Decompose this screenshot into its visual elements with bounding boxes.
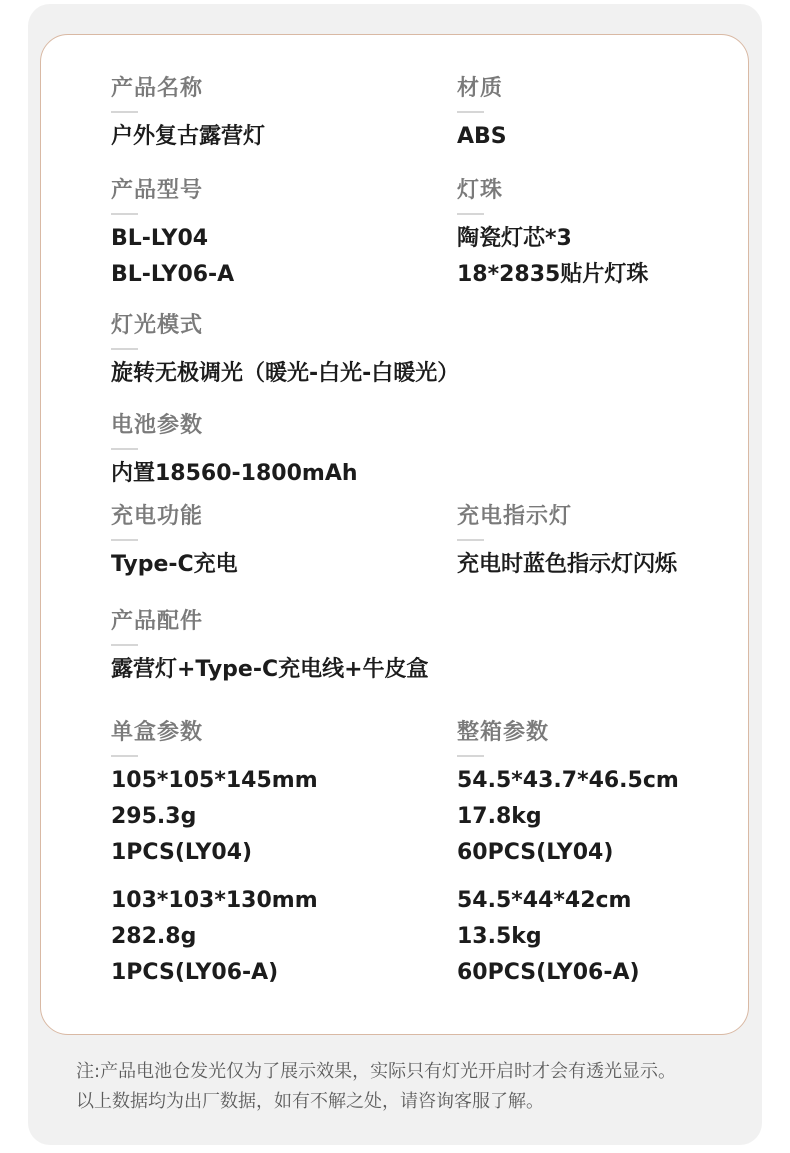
field-value: 60PCS(LY06-A) (457, 960, 640, 985)
field-value: 内置18560-1800mAh (111, 461, 358, 486)
field-value: 60PCS(LY04) (457, 840, 614, 865)
field-value: Type-C充电 (111, 552, 238, 577)
field-indicator (457, 502, 677, 583)
field-label: 产品名称 (111, 76, 204, 101)
field-label: 产品型号 (111, 178, 204, 203)
label-underline (457, 755, 484, 757)
field-label: 单盒参数 (111, 720, 204, 745)
field-value: 1PCS(LY06-A) (111, 960, 279, 985)
field-label: 灯珠 (457, 178, 504, 203)
field-value: 105*105*145mm (111, 768, 318, 793)
field-label: 电池参数 (111, 413, 204, 438)
footnote-line: 注:产品电池仓发光仅为了展示效果，实际只有灯光开启时才会有透光显示。 (76, 1061, 677, 1082)
field-product-name (111, 74, 265, 155)
field-value: 18*2835贴片灯珠 (457, 262, 649, 287)
field-material (457, 74, 507, 155)
field-value: 13.5kg (457, 924, 542, 949)
label-underline (457, 539, 484, 541)
field-label: 整箱参数 (457, 720, 550, 745)
footnote-line: 以上数据均为出厂数据，如有不解之处，请咨询客服了解。 (76, 1091, 544, 1112)
field-label: 灯光模式 (111, 313, 204, 338)
field-value: 露营灯+Type-C充电线+牛皮盒 (111, 657, 429, 682)
field-value: ABS (457, 124, 507, 149)
field-value: 17.8kg (457, 804, 542, 829)
label-underline (457, 213, 484, 215)
field-bead (457, 176, 648, 293)
label-underline (457, 111, 484, 113)
field-value: 旋转无极调光（暖光-白光-白暖光） (111, 361, 460, 386)
field-value: 充电时蓝色指示灯闪烁 (457, 552, 678, 577)
label-underline (111, 644, 138, 646)
field-light-mode (111, 311, 459, 392)
field-value: 282.8g (111, 924, 197, 949)
field-label: 充电功能 (111, 504, 204, 529)
field-charge (111, 502, 238, 583)
label-underline (111, 448, 138, 450)
field-accessories (111, 607, 429, 688)
field-battery (111, 411, 358, 492)
label-underline (111, 213, 138, 215)
footnote (76, 1057, 756, 1117)
field-value: 54.5*43.7*46.5cm (457, 768, 679, 793)
field-value: BL-LY06-A (111, 262, 235, 287)
field-value: 户外复古露营灯 (111, 124, 266, 149)
field-value: 103*103*130mm (111, 888, 318, 913)
label-underline (111, 111, 138, 113)
field-value: 54.5*44*42cm (457, 888, 632, 913)
field-label: 充电指示灯 (457, 504, 573, 529)
label-underline (111, 755, 138, 757)
field-carton (457, 718, 679, 991)
label-underline (111, 539, 138, 541)
field-value: 295.3g (111, 804, 197, 829)
label-underline (111, 348, 138, 350)
field-value: BL-LY04 (111, 226, 209, 251)
field-value: 1PCS(LY04) (111, 840, 253, 865)
field-single-box (111, 718, 318, 991)
field-label: 材质 (457, 76, 504, 101)
field-value: 陶瓷灯芯*3 (457, 226, 572, 251)
field-label: 产品配件 (111, 609, 204, 634)
field-model (111, 176, 234, 293)
